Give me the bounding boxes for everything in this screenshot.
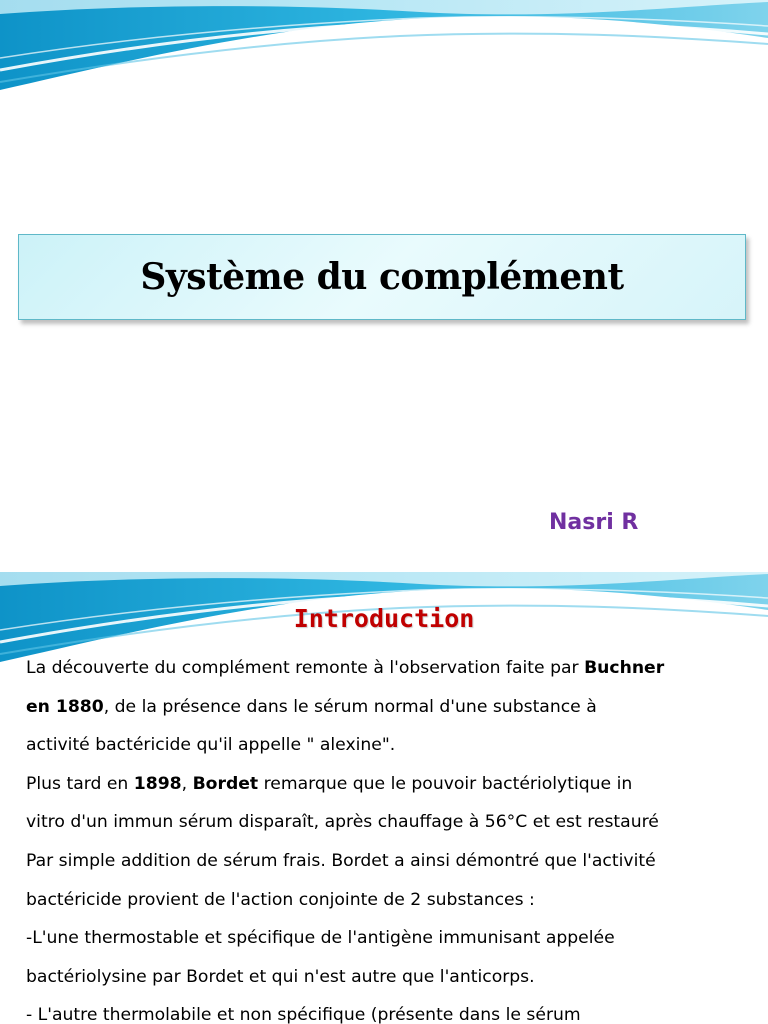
text-line bbox=[26, 919, 746, 958]
author-name: Nasri R bbox=[549, 510, 639, 535]
text-run: Plus tard en bbox=[26, 773, 134, 794]
text-line bbox=[26, 958, 746, 997]
text-line bbox=[26, 649, 746, 688]
text-run: La découverte du complément remonte à l'observation faite par bbox=[26, 658, 585, 678]
text-line bbox=[26, 765, 746, 804]
text-run: remarque que le pouvoir bactériolytique in bbox=[258, 773, 633, 794]
slide-title-text: Système du complément bbox=[140, 256, 624, 298]
text-line bbox=[26, 881, 746, 920]
text-run: bactériolysine par Bordet et qui n'est autre que l'anticorps. bbox=[26, 966, 535, 987]
text-line bbox=[26, 842, 746, 881]
body-text bbox=[26, 649, 746, 1024]
wave-banner-decoration bbox=[0, 0, 768, 95]
bold-text-run: 1898 bbox=[133, 773, 182, 794]
bold-text-run: Buchner bbox=[584, 658, 665, 678]
text-run: vitro d'un immun sérum disparaît, après chauffage à 56°C et est restauré bbox=[26, 812, 659, 833]
section-heading: Introduction bbox=[293, 604, 475, 633]
text-line bbox=[26, 726, 746, 765]
text-line bbox=[26, 688, 746, 727]
text-run: - L'autre thermolabile et non spécifique (présente dans le sérum bbox=[26, 1005, 581, 1024]
title-box bbox=[18, 234, 746, 320]
text-run: Par simple addition de sérum frais. Bordet a ainsi démontré que l'activité bbox=[26, 850, 656, 871]
text-run: -L'une thermostable et spécifique de l'antigène immunisant appelée bbox=[26, 928, 615, 949]
text-run: , bbox=[181, 773, 193, 794]
bold-text-run: Bordet bbox=[192, 773, 259, 794]
text-line bbox=[26, 996, 746, 1024]
text-run: , de la présence dans le sérum normal d'une substance à bbox=[103, 696, 597, 717]
text-run: activité bactéricide qu'il appelle " alexine". bbox=[26, 735, 396, 756]
slide-introduction bbox=[0, 572, 768, 1024]
text-line bbox=[26, 803, 746, 842]
text-run: bactéricide provient de l'action conjointe de 2 substances : bbox=[26, 889, 535, 910]
bold-text-run: en 1880 bbox=[26, 696, 104, 717]
